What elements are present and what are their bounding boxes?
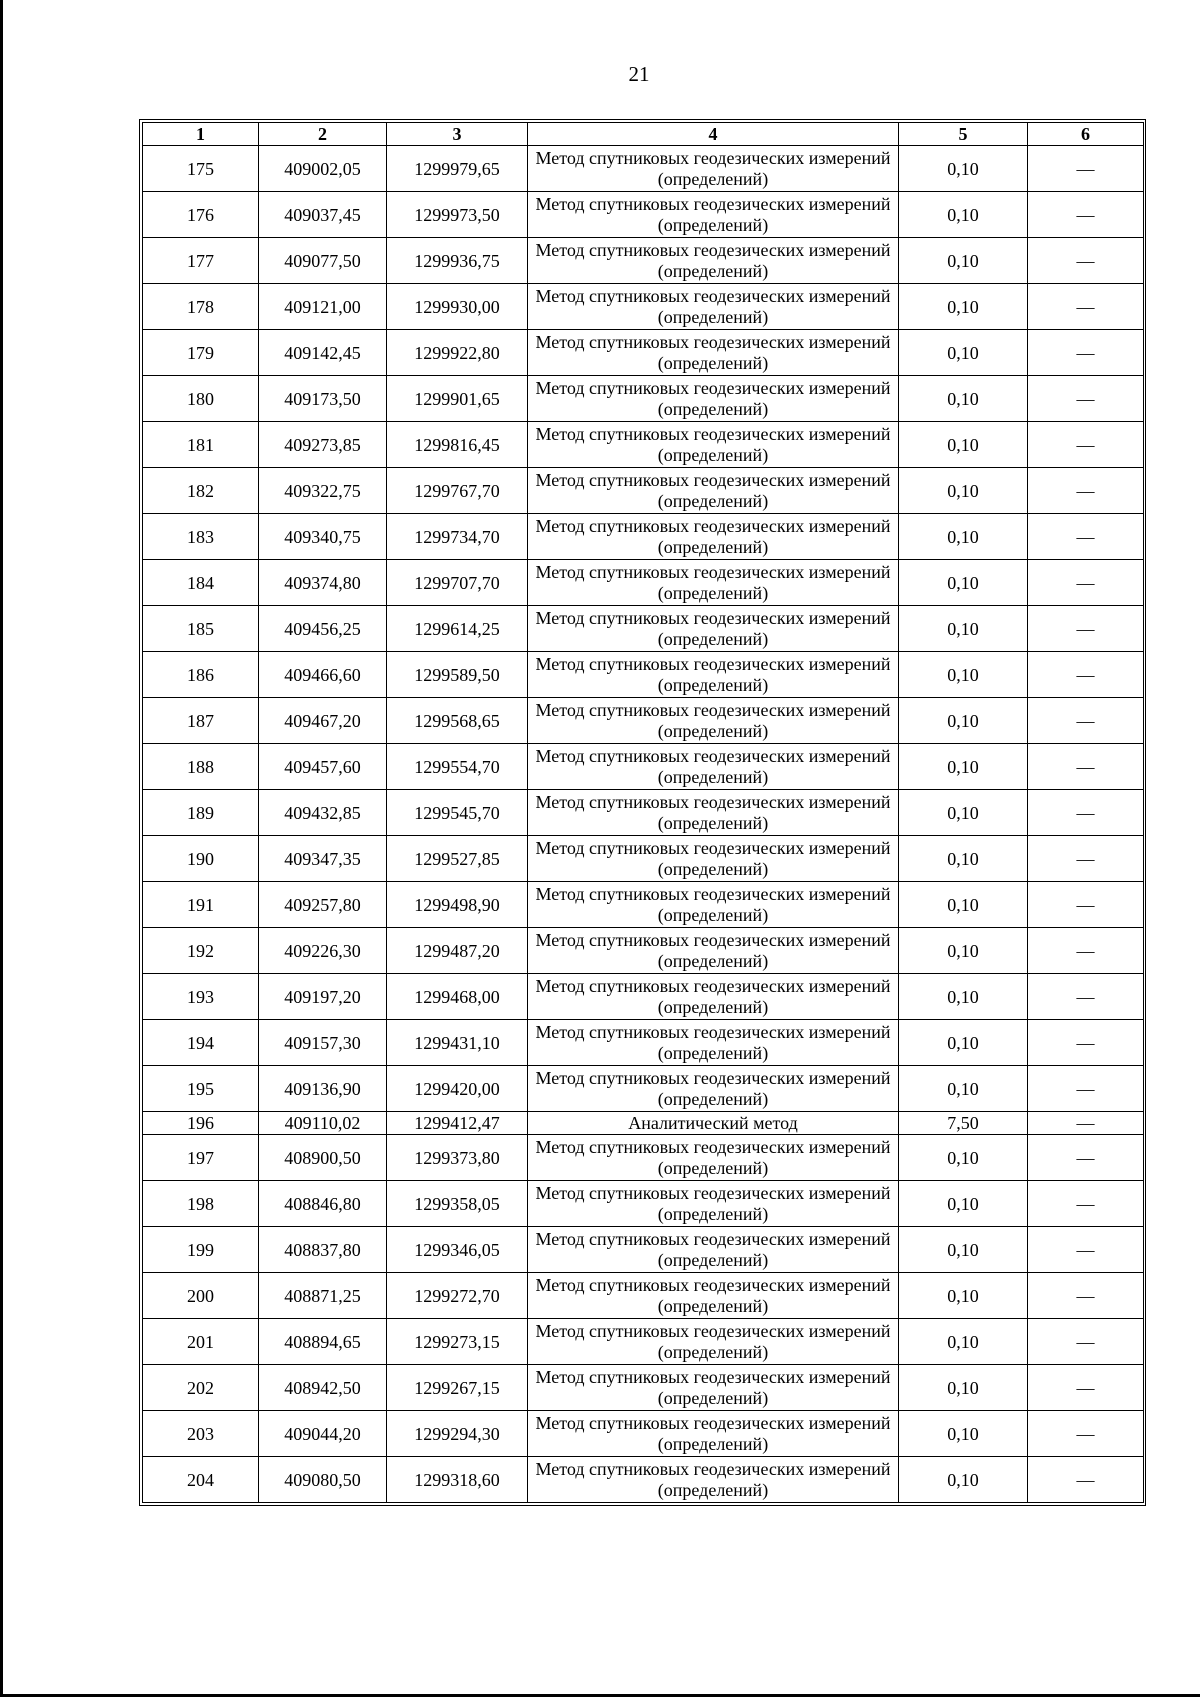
y-coordinate-cell: 1299816,45	[387, 422, 528, 468]
note-cell: —	[1028, 330, 1144, 376]
note-cell: —	[1028, 1457, 1144, 1503]
method-cell: Метод спутниковых геодезических измерений (определений)	[528, 698, 899, 744]
y-coordinate-cell: 1299936,75	[387, 238, 528, 284]
accuracy-cell: 0,10	[899, 1411, 1028, 1457]
accuracy-cell: 0,10	[899, 1227, 1028, 1273]
method-cell: Метод спутниковых геодезических измерений (определений)	[528, 1319, 899, 1365]
x-coordinate-cell: 409347,35	[259, 836, 387, 882]
page-number: 21	[628, 62, 650, 86]
method-cell: Метод спутниковых геодезических измерений (определений)	[528, 284, 899, 330]
method-cell: Метод спутниковых геодезических измерений (определений)	[528, 606, 899, 652]
table-row	[143, 652, 1144, 698]
note-cell: —	[1028, 928, 1144, 974]
y-coordinate-cell: 1299979,65	[387, 146, 528, 192]
y-coordinate-cell: 1299294,30	[387, 1411, 528, 1457]
note-cell: —	[1028, 1066, 1144, 1112]
coordinates-table	[142, 122, 1144, 1503]
method-cell: Метод спутниковых геодезических измерений (определений)	[528, 1181, 899, 1227]
note-cell: —	[1028, 652, 1144, 698]
x-coordinate-cell: 409080,50	[259, 1457, 387, 1503]
accuracy-cell: 0,10	[899, 514, 1028, 560]
note-cell: —	[1028, 146, 1144, 192]
method-cell: Метод спутниковых геодезических измерений (определений)	[528, 882, 899, 928]
x-coordinate-cell: 409157,30	[259, 1020, 387, 1066]
x-coordinate-cell: 409173,50	[259, 376, 387, 422]
y-coordinate-cell: 1299272,70	[387, 1273, 528, 1319]
accuracy-cell: 0,10	[899, 1135, 1028, 1181]
accuracy-cell: 0,10	[899, 1066, 1028, 1112]
table-row	[143, 1020, 1144, 1066]
column-header: 1	[143, 123, 259, 146]
point-number-cell: 203	[143, 1411, 259, 1457]
y-coordinate-cell: 1299614,25	[387, 606, 528, 652]
note-cell: —	[1028, 1319, 1144, 1365]
point-number-cell: 199	[143, 1227, 259, 1273]
column-header: 3	[387, 123, 528, 146]
x-coordinate-cell: 409457,60	[259, 744, 387, 790]
method-cell: Метод спутниковых геодезических измерений (определений)	[528, 1457, 899, 1503]
accuracy-cell: 0,10	[899, 468, 1028, 514]
table-row	[143, 1181, 1144, 1227]
point-number-cell: 179	[143, 330, 259, 376]
column-header: 6	[1028, 123, 1144, 146]
point-number-cell: 185	[143, 606, 259, 652]
method-cell: Метод спутниковых геодезических измерений (определений)	[528, 1135, 899, 1181]
x-coordinate-cell: 409226,30	[259, 928, 387, 974]
table-row	[143, 1457, 1144, 1503]
point-number-cell: 190	[143, 836, 259, 882]
x-coordinate-cell: 408837,80	[259, 1227, 387, 1273]
note-cell: —	[1028, 238, 1144, 284]
point-number-cell: 183	[143, 514, 259, 560]
accuracy-cell: 0,10	[899, 836, 1028, 882]
accuracy-cell: 0,10	[899, 1319, 1028, 1365]
table-row	[143, 928, 1144, 974]
y-coordinate-cell: 1299589,50	[387, 652, 528, 698]
note-cell: —	[1028, 468, 1144, 514]
y-coordinate-cell: 1299468,00	[387, 974, 528, 1020]
note-cell: —	[1028, 1181, 1144, 1227]
point-number-cell: 187	[143, 698, 259, 744]
y-coordinate-cell: 1299373,80	[387, 1135, 528, 1181]
table-row	[143, 192, 1144, 238]
note-cell: —	[1028, 698, 1144, 744]
method-cell: Метод спутниковых геодезических измерений (определений)	[528, 1273, 899, 1319]
x-coordinate-cell: 409466,60	[259, 652, 387, 698]
point-number-cell: 188	[143, 744, 259, 790]
x-coordinate-cell: 408900,50	[259, 1135, 387, 1181]
table-row	[143, 606, 1144, 652]
coordinates-table-frame	[139, 119, 1146, 1506]
point-number-cell: 202	[143, 1365, 259, 1411]
table-header-row	[143, 123, 1144, 146]
accuracy-cell: 0,10	[899, 376, 1028, 422]
y-coordinate-cell: 1299930,00	[387, 284, 528, 330]
y-coordinate-cell: 1299973,50	[387, 192, 528, 238]
note-cell: —	[1028, 836, 1144, 882]
method-cell: Метод спутниковых геодезических измерений (определений)	[528, 146, 899, 192]
method-cell: Метод спутниковых геодезических измерений (определений)	[528, 238, 899, 284]
x-coordinate-cell: 409467,20	[259, 698, 387, 744]
column-header: 2	[259, 123, 387, 146]
accuracy-cell: 0,10	[899, 974, 1028, 1020]
method-cell: Метод спутниковых геодезических измерений (определений)	[528, 744, 899, 790]
note-cell: —	[1028, 882, 1144, 928]
accuracy-cell: 0,10	[899, 238, 1028, 284]
note-cell: —	[1028, 1020, 1144, 1066]
table-row	[143, 1112, 1144, 1135]
y-coordinate-cell: 1299568,65	[387, 698, 528, 744]
method-cell: Аналитический метод	[528, 1112, 899, 1135]
note-cell: —	[1028, 422, 1144, 468]
point-number-cell: 191	[143, 882, 259, 928]
y-coordinate-cell: 1299707,70	[387, 560, 528, 606]
table-row	[143, 284, 1144, 330]
x-coordinate-cell: 409037,45	[259, 192, 387, 238]
y-coordinate-cell: 1299273,15	[387, 1319, 528, 1365]
table-row	[143, 790, 1144, 836]
table-row	[143, 1411, 1144, 1457]
method-cell: Метод спутниковых геодезических измерений (определений)	[528, 192, 899, 238]
point-number-cell: 175	[143, 146, 259, 192]
point-number-cell: 196	[143, 1112, 259, 1135]
accuracy-cell: 0,10	[899, 882, 1028, 928]
table-row	[143, 422, 1144, 468]
accuracy-cell: 0,10	[899, 284, 1028, 330]
note-cell: —	[1028, 744, 1144, 790]
table-row	[143, 1273, 1144, 1319]
table-row	[143, 882, 1144, 928]
method-cell: Метод спутниковых геодезических измерений (определений)	[528, 836, 899, 882]
method-cell: Метод спутниковых геодезических измерений (определений)	[528, 1066, 899, 1112]
x-coordinate-cell: 409077,50	[259, 238, 387, 284]
x-coordinate-cell: 409002,05	[259, 146, 387, 192]
y-coordinate-cell: 1299412,47	[387, 1112, 528, 1135]
x-coordinate-cell: 408894,65	[259, 1319, 387, 1365]
table-row	[143, 1135, 1144, 1181]
x-coordinate-cell: 409110,02	[259, 1112, 387, 1135]
accuracy-cell: 0,10	[899, 1020, 1028, 1066]
note-cell: —	[1028, 376, 1144, 422]
y-coordinate-cell: 1299431,10	[387, 1020, 528, 1066]
table-body	[143, 146, 1144, 1503]
y-coordinate-cell: 1299318,60	[387, 1457, 528, 1503]
y-coordinate-cell: 1299358,05	[387, 1181, 528, 1227]
note-cell: —	[1028, 606, 1144, 652]
note-cell: —	[1028, 1273, 1144, 1319]
note-cell: —	[1028, 790, 1144, 836]
accuracy-cell: 0,10	[899, 744, 1028, 790]
table-row	[143, 376, 1144, 422]
method-cell: Метод спутниковых геодезических измерений (определений)	[528, 376, 899, 422]
x-coordinate-cell: 409044,20	[259, 1411, 387, 1457]
method-cell: Метод спутниковых геодезических измерений (определений)	[528, 422, 899, 468]
point-number-cell: 200	[143, 1273, 259, 1319]
method-cell: Метод спутниковых геодезических измерений (определений)	[528, 1227, 899, 1273]
x-coordinate-cell: 409142,45	[259, 330, 387, 376]
table-row	[143, 238, 1144, 284]
x-coordinate-cell: 409322,75	[259, 468, 387, 514]
method-cell: Метод спутниковых геодезических измерений (определений)	[528, 514, 899, 560]
accuracy-cell: 0,10	[899, 1365, 1028, 1411]
y-coordinate-cell: 1299498,90	[387, 882, 528, 928]
y-coordinate-cell: 1299420,00	[387, 1066, 528, 1112]
x-coordinate-cell: 409456,25	[259, 606, 387, 652]
point-number-cell: 201	[143, 1319, 259, 1365]
x-coordinate-cell: 408871,25	[259, 1273, 387, 1319]
column-header: 4	[528, 123, 899, 146]
table-row	[143, 560, 1144, 606]
note-cell: —	[1028, 514, 1144, 560]
point-number-cell: 189	[143, 790, 259, 836]
table-row	[143, 1227, 1144, 1273]
note-cell: —	[1028, 560, 1144, 606]
point-number-cell: 195	[143, 1066, 259, 1112]
method-cell: Метод спутниковых геодезических измерений (определений)	[528, 1020, 899, 1066]
method-cell: Метод спутниковых геодезических измерений (определений)	[528, 928, 899, 974]
x-coordinate-cell: 408846,80	[259, 1181, 387, 1227]
table-row	[143, 1365, 1144, 1411]
y-coordinate-cell: 1299487,20	[387, 928, 528, 974]
accuracy-cell: 0,10	[899, 1273, 1028, 1319]
accuracy-cell: 0,10	[899, 192, 1028, 238]
table-row	[143, 698, 1144, 744]
table-row	[143, 330, 1144, 376]
x-coordinate-cell: 408942,50	[259, 1365, 387, 1411]
y-coordinate-cell: 1299527,85	[387, 836, 528, 882]
point-number-cell: 184	[143, 560, 259, 606]
method-cell: Метод спутниковых геодезических измерений (определений)	[528, 974, 899, 1020]
note-cell: —	[1028, 192, 1144, 238]
point-number-cell: 193	[143, 974, 259, 1020]
y-coordinate-cell: 1299267,15	[387, 1365, 528, 1411]
accuracy-cell: 0,10	[899, 1457, 1028, 1503]
point-number-cell: 204	[143, 1457, 259, 1503]
point-number-cell: 197	[143, 1135, 259, 1181]
table-row	[143, 1066, 1144, 1112]
table-row	[143, 974, 1144, 1020]
point-number-cell: 181	[143, 422, 259, 468]
y-coordinate-cell: 1299734,70	[387, 514, 528, 560]
accuracy-cell: 0,10	[899, 652, 1028, 698]
method-cell: Метод спутниковых геодезических измерений (определений)	[528, 652, 899, 698]
method-cell: Метод спутниковых геодезических измерений (определений)	[528, 1365, 899, 1411]
point-number-cell: 192	[143, 928, 259, 974]
note-cell: —	[1028, 284, 1144, 330]
point-number-cell: 186	[143, 652, 259, 698]
page-edge-left	[0, 0, 3, 1697]
y-coordinate-cell: 1299346,05	[387, 1227, 528, 1273]
y-coordinate-cell: 1299554,70	[387, 744, 528, 790]
note-cell: —	[1028, 1112, 1144, 1135]
accuracy-cell: 0,10	[899, 790, 1028, 836]
point-number-cell: 198	[143, 1181, 259, 1227]
point-number-cell: 194	[143, 1020, 259, 1066]
table-row	[143, 146, 1144, 192]
x-coordinate-cell: 409136,90	[259, 1066, 387, 1112]
accuracy-cell: 0,10	[899, 330, 1028, 376]
method-cell: Метод спутниковых геодезических измерений (определений)	[528, 1411, 899, 1457]
table-row	[143, 744, 1144, 790]
accuracy-cell: 7,50	[899, 1112, 1028, 1135]
point-number-cell: 176	[143, 192, 259, 238]
point-number-cell: 180	[143, 376, 259, 422]
accuracy-cell: 0,10	[899, 146, 1028, 192]
method-cell: Метод спутниковых геодезических измерений (определений)	[528, 330, 899, 376]
x-coordinate-cell: 409432,85	[259, 790, 387, 836]
note-cell: —	[1028, 1227, 1144, 1273]
x-coordinate-cell: 409273,85	[259, 422, 387, 468]
point-number-cell: 177	[143, 238, 259, 284]
x-coordinate-cell: 409340,75	[259, 514, 387, 560]
accuracy-cell: 0,10	[899, 560, 1028, 606]
note-cell: —	[1028, 974, 1144, 1020]
method-cell: Метод спутниковых геодезических измерений (определений)	[528, 790, 899, 836]
point-number-cell: 182	[143, 468, 259, 514]
accuracy-cell: 0,10	[899, 698, 1028, 744]
method-cell: Метод спутниковых геодезических измерений (определений)	[528, 560, 899, 606]
accuracy-cell: 0,10	[899, 1181, 1028, 1227]
point-number-cell: 178	[143, 284, 259, 330]
table-row	[143, 836, 1144, 882]
x-coordinate-cell: 409197,20	[259, 974, 387, 1020]
y-coordinate-cell: 1299767,70	[387, 468, 528, 514]
y-coordinate-cell: 1299922,80	[387, 330, 528, 376]
method-cell: Метод спутниковых геодезических измерений (определений)	[528, 468, 899, 514]
column-header: 5	[899, 123, 1028, 146]
table-row	[143, 468, 1144, 514]
table-row	[143, 514, 1144, 560]
y-coordinate-cell: 1299545,70	[387, 790, 528, 836]
note-cell: —	[1028, 1365, 1144, 1411]
y-coordinate-cell: 1299901,65	[387, 376, 528, 422]
accuracy-cell: 0,10	[899, 928, 1028, 974]
note-cell: —	[1028, 1135, 1144, 1181]
note-cell: —	[1028, 1411, 1144, 1457]
accuracy-cell: 0,10	[899, 606, 1028, 652]
accuracy-cell: 0,10	[899, 422, 1028, 468]
x-coordinate-cell: 409374,80	[259, 560, 387, 606]
x-coordinate-cell: 409257,80	[259, 882, 387, 928]
x-coordinate-cell: 409121,00	[259, 284, 387, 330]
table-row	[143, 1319, 1144, 1365]
